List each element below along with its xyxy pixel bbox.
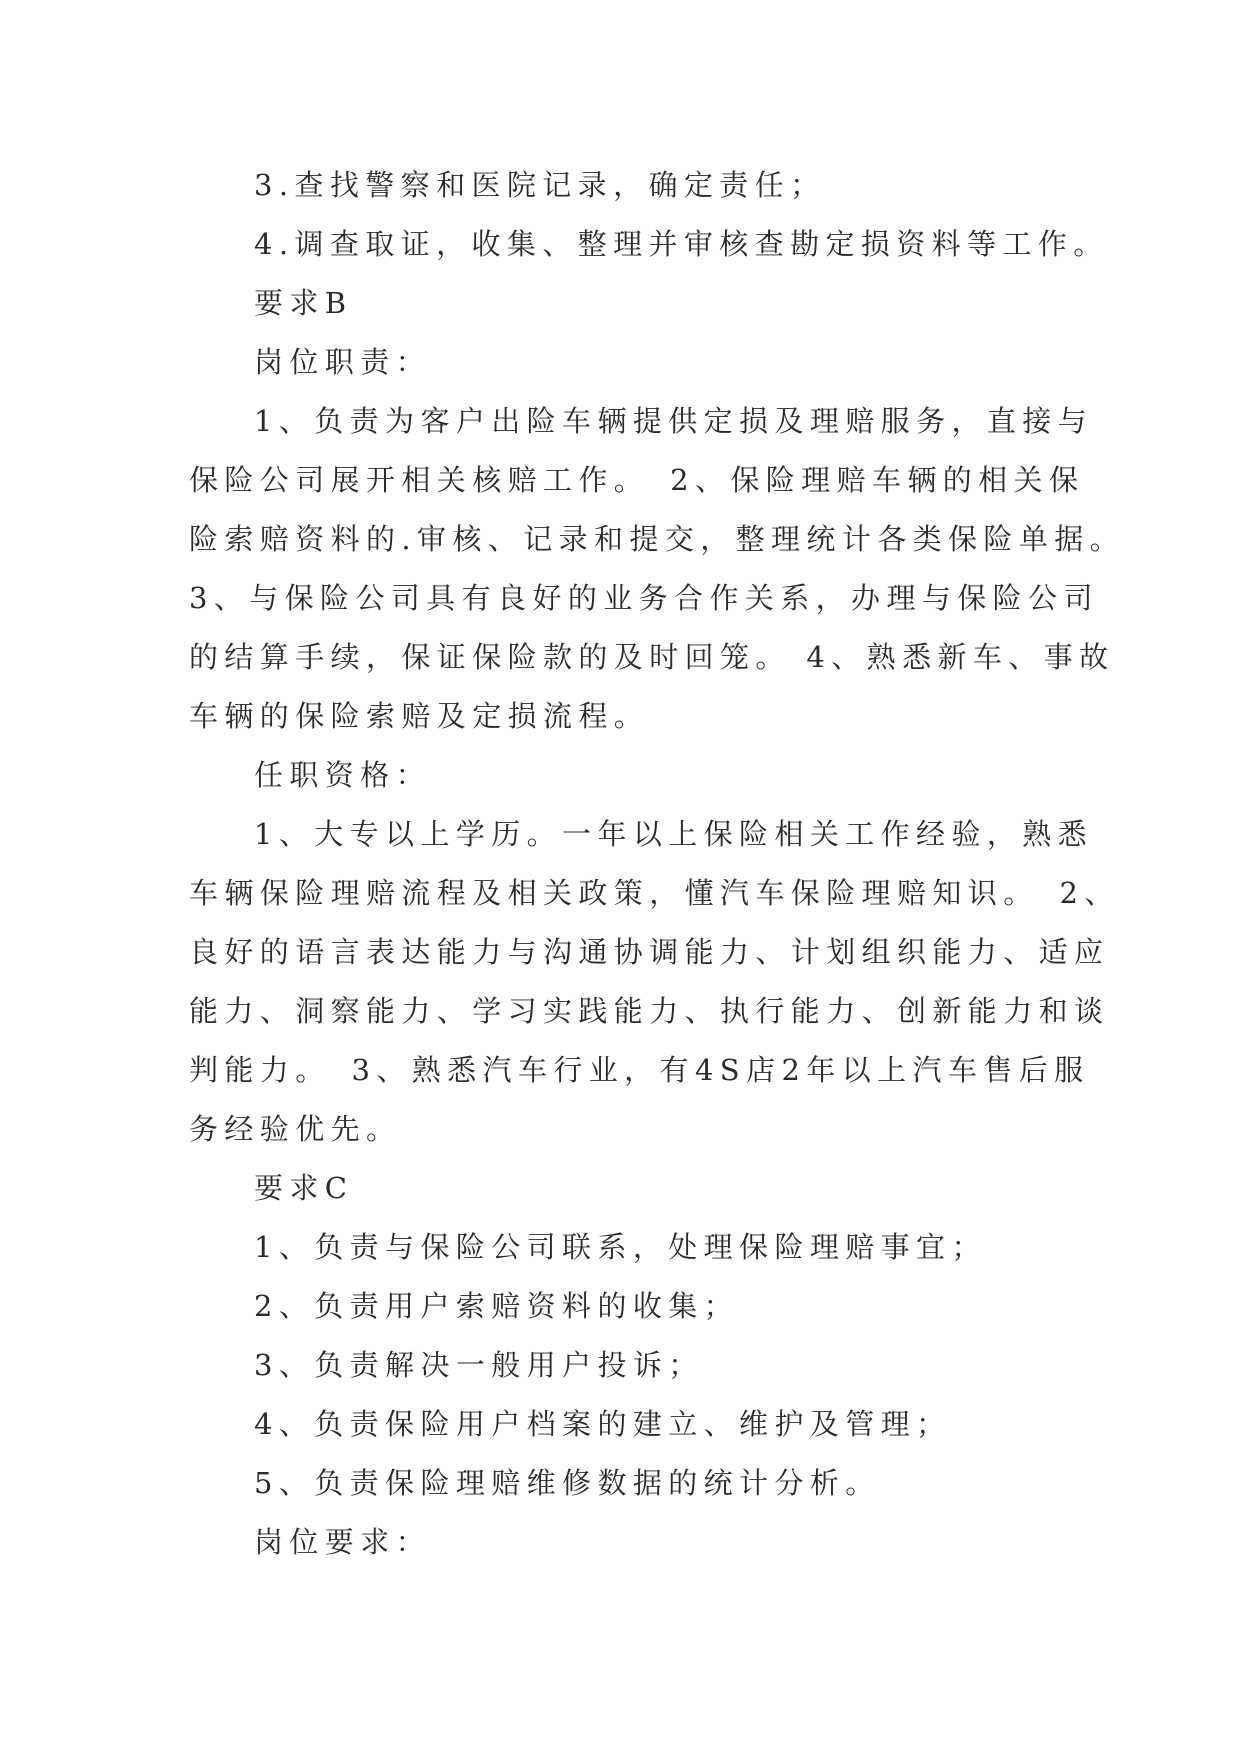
list-item: 5、负责保险理赔维修数据的统计分析。 [254,1466,881,1500]
subsection-heading: 任职资格： [254,758,432,792]
text-line: 能力、洞察能力、学习实践能力、执行能力、创新能力和谈 [189,994,1110,1028]
text-line: 判能力。 3、熟悉汽车行业，有4S店2年以上汽车售后服 [189,1053,1090,1087]
subsection-heading: 岗位职责： [254,345,432,379]
text-line: 3.查找警察和医院记录，确定责任； [254,168,826,202]
text-line: 务经验优先。 [189,1112,402,1146]
document-body [189,156,1126,1572]
list-item: 3、负责解决一般用户投诉； [254,1348,704,1382]
list-item: 4、负责保险用户档案的建立、维护及管理； [254,1407,952,1441]
text-line: 的结算手续，保证保险款的及时回笼。 4、熟悉新车、事故 [189,640,1115,674]
text-line: 3、与保险公司具有良好的业务合作关系，办理与保险公司 [189,581,1099,615]
section-heading: 要求C [254,1171,354,1205]
section-heading: 要求B [254,286,353,320]
text-line: 车辆保险理赔流程及相关政策，懂汽车保险理赔知识。 2、 [189,876,1120,910]
list-item: 2、负责用户索赔资料的收集； [254,1289,740,1323]
text-line: 良好的语言表达能力与沟通协调能力、计划组织能力、适应 [189,935,1110,969]
text-line: 1、负责为客户出险车辆提供定损及理赔服务，直接与 [254,404,1094,438]
text-line: 险索赔资料的.审核、记录和提交，整理统计各类保险单据。 [189,522,1126,556]
text-line: 保险公司展开相关核赔工作。 2、保险理赔车辆的相关保 [189,463,1085,497]
subsection-heading: 岗位要求： [254,1525,432,1559]
list-item: 1、负责与保险公司联系，处理保险理赔事宜； [254,1230,987,1264]
text-line: 1、大专以上学历。一年以上保险相关工作经验，熟悉 [254,817,1094,851]
text-line: 4.调查取证，收集、整理并审核查勘定损资料等工作。 [254,227,1109,261]
text-line: 车辆的保险索赔及定损流程。 [189,699,650,733]
